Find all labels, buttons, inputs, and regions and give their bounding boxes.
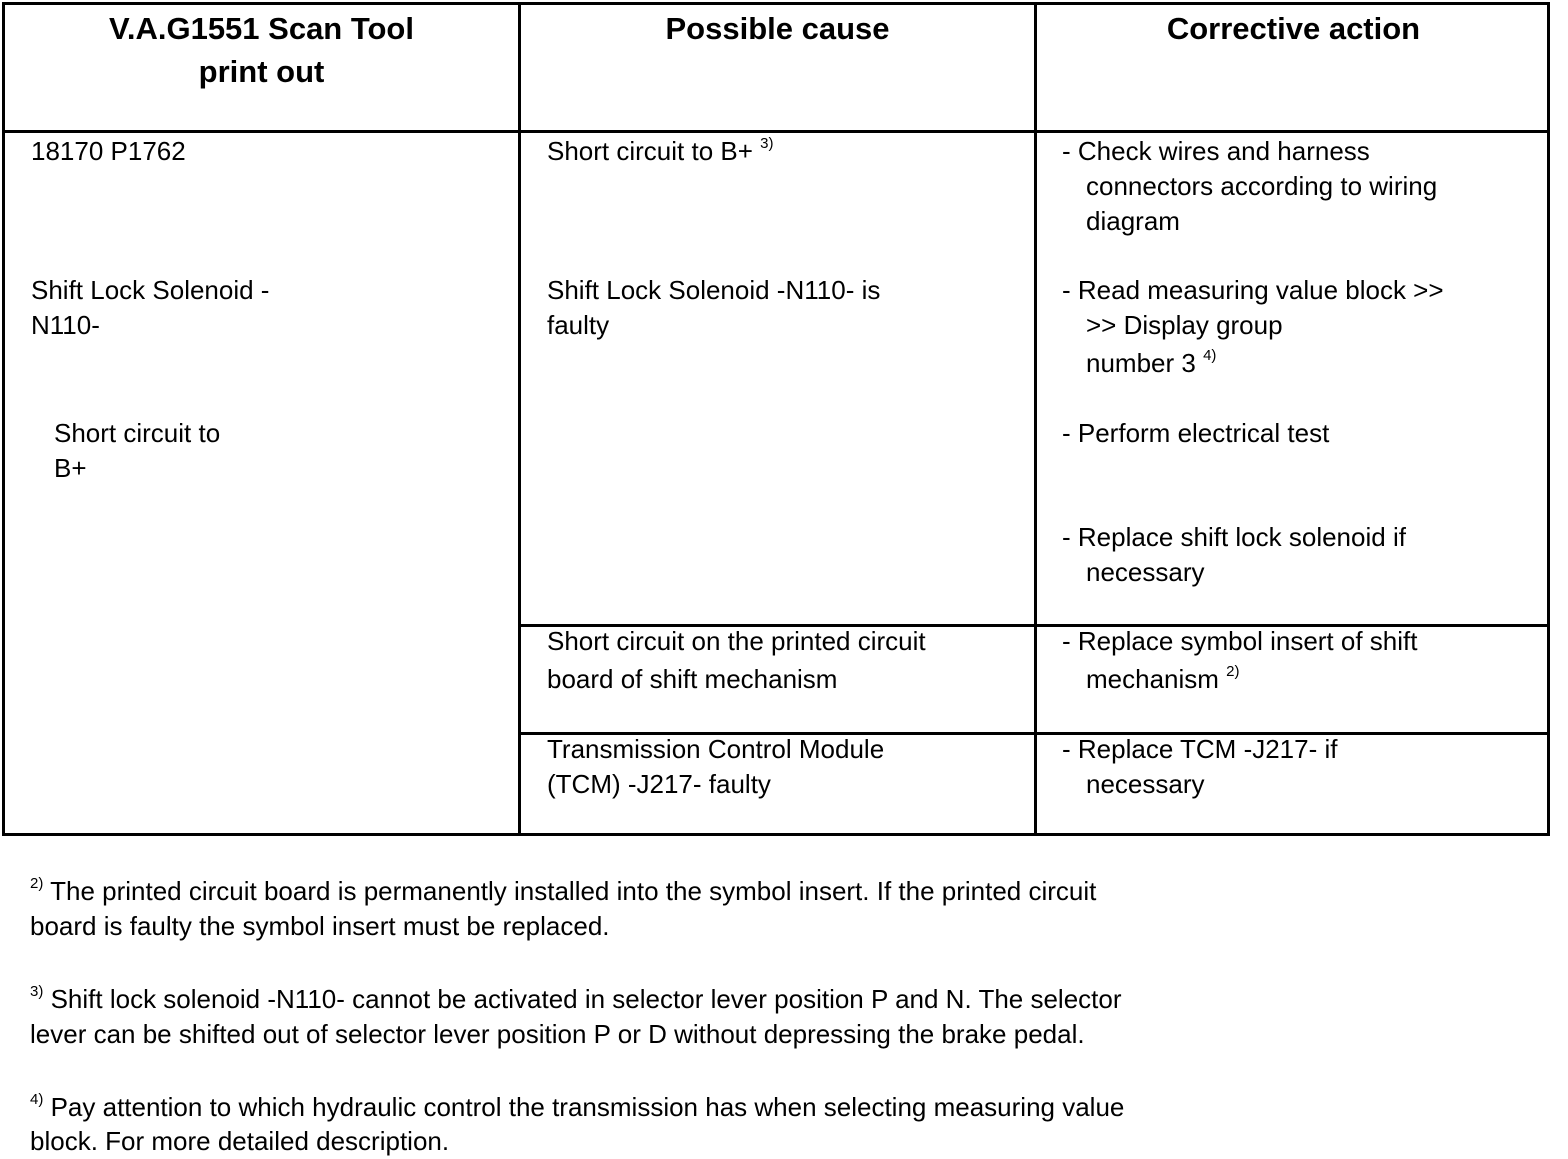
header-divider [5, 130, 1547, 133]
cause-tcm-line2: (TCM) -J217- faulty [547, 769, 771, 799]
header-printout-line2: print out [198, 54, 325, 89]
footnote-3-line1 [30, 982, 1122, 1017]
footnote-mark: 3) [30, 983, 44, 1000]
footnote-2-line2: board is faulty the symbol insert must be replaced. [30, 911, 610, 941]
footnote-4-text: Pay attention to which hydraulic control the transmission has when selecting measuring value [50, 1092, 1125, 1122]
action-read-block-line2: >> Display group [1086, 310, 1283, 340]
action-replace-solenoid-line1: - Replace shift lock solenoid if [1062, 522, 1406, 552]
action-electrical-test: - Perform electrical test [1062, 418, 1330, 448]
action-replace-insert-line2 [1086, 662, 1240, 697]
footnote-2-text: The printed circuit board is permanently installed into the symbol insert. If the printed circuit [50, 876, 1097, 906]
action-read-block-line3-text: number 3 [1086, 348, 1196, 378]
header-possible-cause: Possible cause [665, 11, 890, 46]
action-replace-tcm-line1: - Replace TCM -J217- if [1062, 734, 1338, 764]
footnote-ref: 4) [1203, 347, 1217, 364]
action-check-wires-line1: - Check wires and harness [1062, 136, 1370, 166]
action-check-wires-line2: connectors according to wiring [1086, 171, 1438, 201]
cause-short-circuit-text: Short circuit to B+ [547, 136, 753, 166]
action-replace-insert-line1: - Replace symbol insert of shift [1062, 626, 1418, 656]
action-replace-insert-line2-text: mechanism [1086, 664, 1219, 694]
header-printout [5, 7, 518, 93]
footnote-3-text: Shift lock solenoid -N110- cannot be activated in selector lever position P and N. The selector [50, 984, 1122, 1014]
cause-tcm-line1: Transmission Control Module [547, 734, 885, 764]
fault-type-line2: B+ [54, 453, 87, 483]
action-check-wires-line3: diagram [1086, 206, 1180, 236]
cause-solenoid-line2: faulty [547, 310, 610, 340]
action-replace-solenoid-line2: necessary [1086, 557, 1205, 587]
header-printout-line1: V.A.G1551 Scan Tool [109, 11, 414, 46]
footnote-ref: 2) [1226, 663, 1240, 680]
footnote-4-line1 [30, 1090, 1124, 1125]
footnote-mark: 2) [30, 875, 44, 892]
header-corrective-action: Corrective action [1166, 11, 1421, 46]
footnote-3-line2: lever can be shifted out of selector lever position P or D without depressing the brake pedal. [30, 1019, 1085, 1049]
cause-short-circuit [547, 134, 774, 169]
component-name-line2: N110- [31, 310, 100, 340]
component-name-line1: Shift Lock Solenoid - [31, 275, 270, 305]
footnote-ref: 3) [760, 135, 774, 152]
action-replace-tcm-line2: necessary [1086, 769, 1205, 799]
cause-pcb-line2: board of shift mechanism [547, 664, 838, 694]
footnote-mark: 4) [30, 1091, 44, 1108]
action-read-block-line3 [1086, 346, 1216, 381]
fault-code: 18170 P1762 [31, 136, 186, 166]
fault-type-line1: Short circuit to [54, 418, 221, 448]
footnote-2-line1 [30, 874, 1096, 909]
action-read-block-line1: - Read measuring value block >> [1062, 275, 1444, 305]
cause-pcb-line1: Short circuit on the printed circuit [547, 626, 926, 656]
footnote-4-line2: block. For more detailed description. [30, 1126, 450, 1156]
cause-solenoid-line1: Shift Lock Solenoid -N110- is [547, 275, 881, 305]
